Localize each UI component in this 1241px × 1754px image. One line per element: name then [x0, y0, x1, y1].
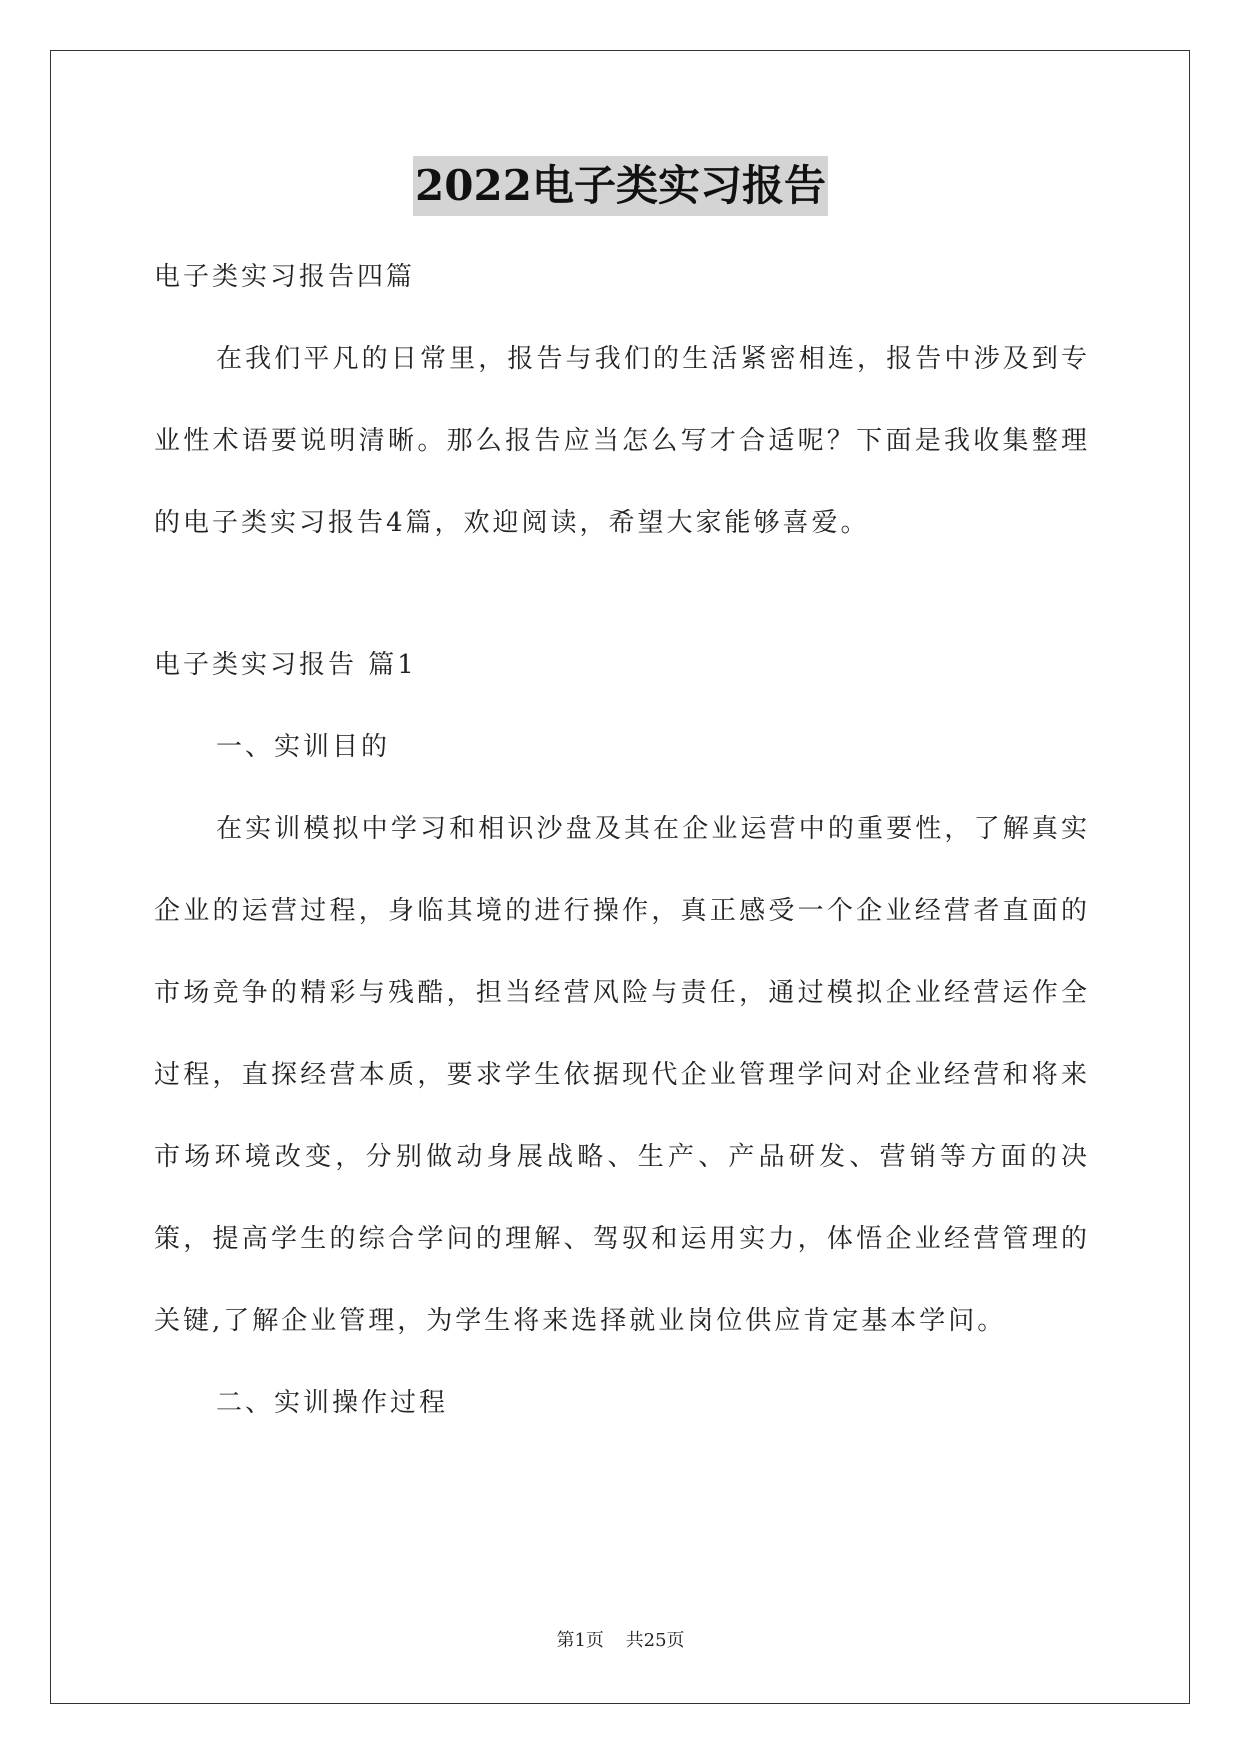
section-heading: 电子类实习报告 篇1 — [154, 650, 417, 680]
item1-heading: 一、实训目的 — [216, 732, 391, 762]
document-body — [154, 236, 1090, 1444]
page-footer — [0, 1626, 1241, 1652]
document-title: 2022电子类实习报告 — [413, 156, 828, 216]
title-container — [0, 156, 1241, 216]
document-subtitle: 电子类实习报告四篇 — [154, 262, 416, 292]
item2-heading: 二、实训操作过程 — [216, 1388, 449, 1418]
page-total: 共25页 — [625, 1630, 685, 1651]
intro-paragraph: 在我们平凡的日常里，报告与我们的生活紧密相连，报告中涉及到专业性术语要说明清晰。那么报告应当怎么写才合适呢？下面是我收集整理的电子类实习报告4篇，欢迎阅读，希望大家能够喜爱。 — [154, 344, 1090, 538]
page-number: 第1页 — [556, 1630, 604, 1651]
section-spacer — [154, 564, 1090, 624]
item1-paragraph: 在实训模拟中学习和相识沙盘及其在企业运营中的重要性，了解真实企业的运营过程，身临其境的进行操作，真正感受一个企业经营者直面的市场竞争的精彩与残酷，担当经营风险与责任，通过模拟企业经营运作全过程，直探经营本质，要求学生依据现代企业管理学问对企业经营和将来市场环境改变，分别做动身展战略、生产、产品研发、营销等方面的决策，提高学生的综合学问的理解、驾驭和运用实力，体悟企业经营管理的关键,了解企业管理，为学生将来选择就业岗位供应肯定基本学问。 — [154, 814, 1090, 1336]
